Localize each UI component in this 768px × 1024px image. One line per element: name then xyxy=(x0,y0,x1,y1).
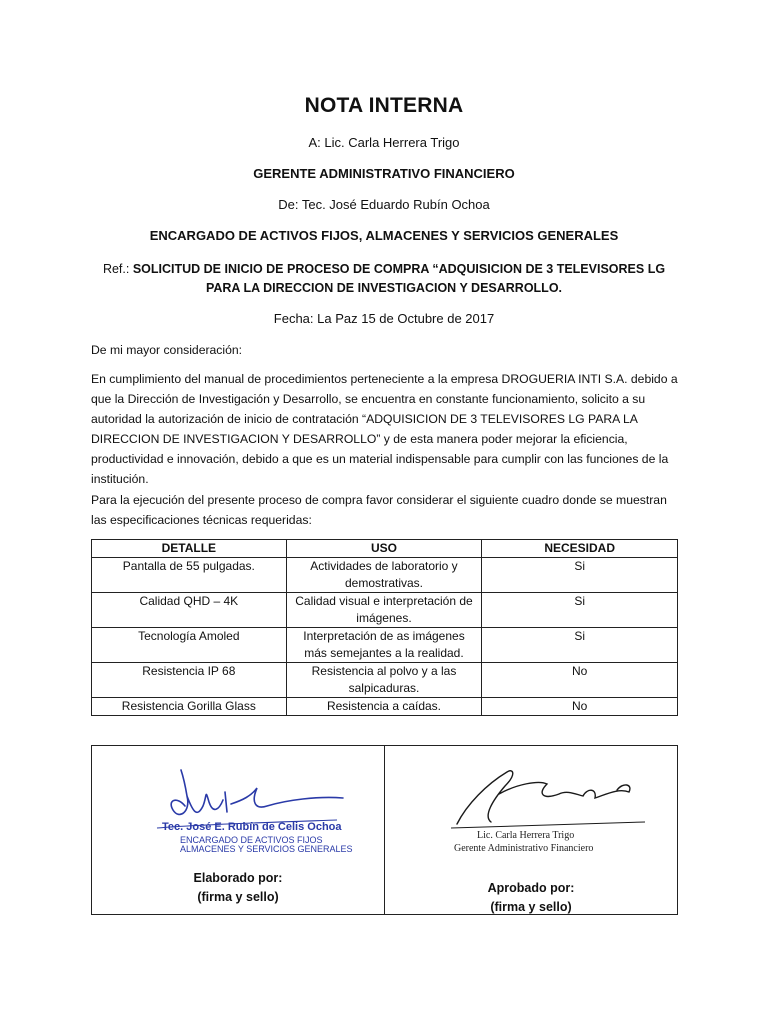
signature-box xyxy=(91,745,678,915)
right-caption-note: (firma y sello) xyxy=(490,900,572,914)
reference-text-2: PARA LA DIRECCION DE INVESTIGACION Y DESARROLLO. xyxy=(205,281,563,295)
table-cell: Resistencia IP 68 xyxy=(92,663,287,698)
table-row xyxy=(92,698,678,716)
table-cell: Resistencia Gorilla Glass xyxy=(92,698,287,716)
sender-line: De: Tec. José Eduardo Rubín Ochoa xyxy=(278,197,490,212)
reference-label: Ref.: xyxy=(102,262,130,276)
body-paragraph-2: Para la ejecución del presente proceso de compra favor considerar el siguiente cuadro donde se muestran las especificaciones técnicas requeridas: xyxy=(91,493,667,527)
stamp-name: Tec. José E. Rubín de Celis Ochoa xyxy=(162,821,342,833)
reference xyxy=(100,260,668,298)
table-cell: Si xyxy=(482,558,678,593)
reference-text-1: SOLICITUD DE INICIO DE PROCESO DE COMPRA “ADQUISICION DE 3 TELEVISORES LG xyxy=(129,262,666,276)
table-cell: Resistencia a caídas. xyxy=(286,698,482,716)
table-cell: Calidad visual e interpretación de imágenes. xyxy=(286,593,482,628)
table-cell: Interpretación de as imágenes más semejantes a la realidad. xyxy=(286,628,482,663)
table-cell: Calidad QHD – 4K xyxy=(92,593,287,628)
greeting: De mi mayor consideración: xyxy=(91,343,243,357)
sender-position: ENCARGADO DE ACTIVOS FIJOS, ALMACENES Y SERVICIOS GENERALES xyxy=(149,228,619,243)
column-header-uso: USO xyxy=(286,540,482,558)
body-paragraph-1: En cumplimiento del manual de procedimientos perteneciente a la empresa DROGUERIA INTI S.A. debido a que la Dirección de Investigación y Desarrollo, se encuentra en constante funcionamiento, solicito a su autoridad la autorización de inicio de contratación “ADQUISICION DE 3 TELEVISORES LG PARA LA DIRECCION DE INVESTIGACION Y DESARROLLO” y de esta manera poder mejorar la eficiencia, productividad e innovación, debido a que es un material indispensable para cumplir con las funciones de la institución. xyxy=(91,372,678,486)
column-header-detalle: DETALLE xyxy=(92,540,287,558)
right-caption-title: Aprobado por: xyxy=(487,881,575,895)
table-cell: No xyxy=(482,698,678,716)
page-title: NOTA INTERNA xyxy=(304,94,464,117)
table-cell: Si xyxy=(482,628,678,663)
specifications-table xyxy=(91,539,678,716)
column-header-necesidad: NECESIDAD xyxy=(482,540,678,558)
stamp-line-1: ENCARGADO DE ACTIVOS FIJOS xyxy=(180,835,323,845)
table-cell: Pantalla de 55 pulgadas. xyxy=(92,558,287,593)
table-row xyxy=(92,558,678,593)
approver-printed-title: Gerente Administrativo Financiero xyxy=(454,843,594,854)
recipient-line: A: Lic. Carla Herrera Trigo xyxy=(308,135,460,150)
left-caption-note: (firma y sello) xyxy=(197,890,279,904)
table-cell: Tecnología Amoled xyxy=(92,628,287,663)
left-caption xyxy=(92,869,384,907)
stamp-line-2: ALMACENES Y SERVICIOS GENERALES xyxy=(180,844,353,854)
approver-printed-name: Lic. Carla Herrera Trigo xyxy=(477,830,575,841)
table-header-row xyxy=(92,540,678,558)
table-cell: No xyxy=(482,663,678,698)
table-row xyxy=(92,663,678,698)
table-cell: Resistencia al polvo y a las salpicaduras. xyxy=(286,663,482,698)
date-line: Fecha: La Paz 15 de Octubre de 2017 xyxy=(273,311,495,326)
recipient-position: GERENTE ADMINISTRATIVO FINANCIERO xyxy=(253,166,515,181)
table-row xyxy=(92,593,678,628)
left-caption-title: Elaborado por: xyxy=(193,871,283,885)
table-cell: Actividades de laboratorio y demostrativas. xyxy=(286,558,482,593)
table-row xyxy=(92,628,678,663)
table-cell: Si xyxy=(482,593,678,628)
right-caption xyxy=(385,879,677,917)
signature-right-image xyxy=(447,764,647,834)
